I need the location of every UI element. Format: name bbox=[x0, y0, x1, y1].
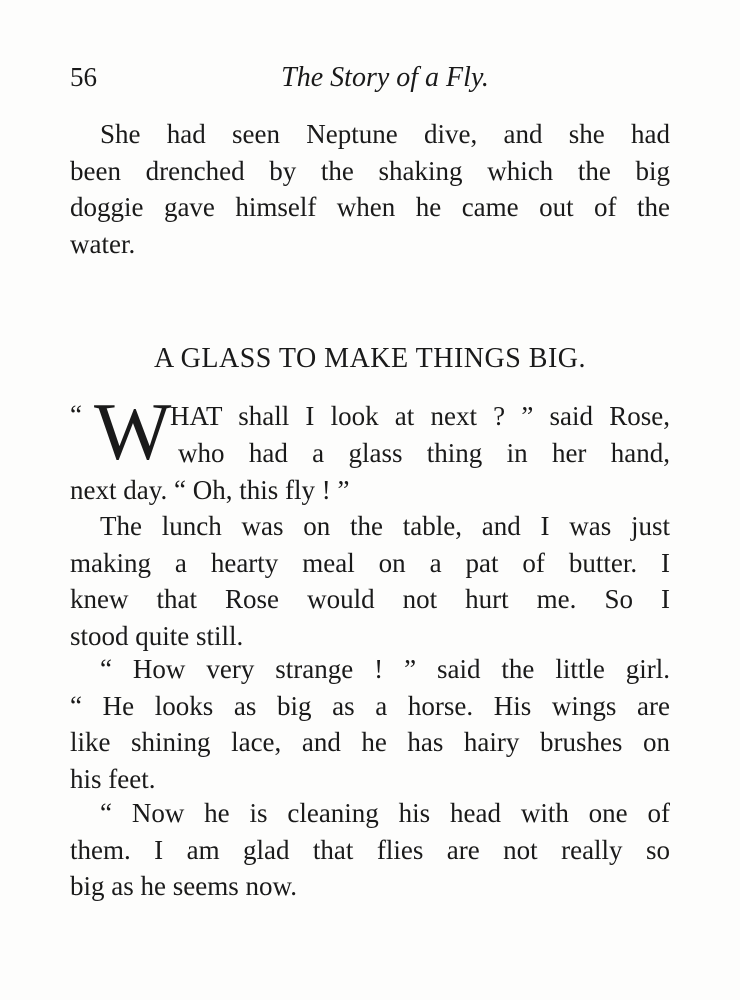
text-line: The lunch was on the table, and I was just bbox=[100, 511, 670, 541]
text-line: She had seen Neptune dive, and she had bbox=[100, 119, 670, 149]
page-header bbox=[70, 62, 670, 102]
section-title: A GLASS TO MAKE THINGS BIG. bbox=[154, 343, 586, 374]
text-line: big as he seems now. bbox=[70, 871, 297, 901]
text-line: “ How very strange ! ” said the little girl. bbox=[100, 654, 670, 684]
text-line: HAT shall I look at next ? ” said Rose, bbox=[170, 401, 670, 431]
text-line: knew that Rose would not hurt me. So I bbox=[70, 584, 670, 614]
paragraph bbox=[70, 116, 670, 262]
text-line: his feet. bbox=[70, 763, 156, 794]
text-line: “ He looks as big as a horse. His wings are bbox=[70, 690, 670, 721]
drop-cap: W bbox=[94, 386, 172, 477]
running-title: The Story of a Fly. bbox=[281, 62, 489, 93]
text-line: next day. “ Oh, this fly ! ” bbox=[70, 475, 350, 505]
text-line: making a hearty meal on a pat of butter. I bbox=[70, 547, 670, 578]
open-quote: “ bbox=[70, 400, 82, 430]
page-number: 56 bbox=[70, 62, 97, 92]
text-line: doggie gave himself when he came out of the bbox=[70, 192, 670, 222]
text-line: like shining lace, and he has hairy brushes on bbox=[70, 727, 670, 757]
paragraph bbox=[70, 508, 670, 654]
text-line: who had a glass thing in her hand, bbox=[178, 438, 670, 468]
paragraph bbox=[70, 795, 670, 905]
text-line: them. I am glad that flies are not really so bbox=[70, 834, 670, 865]
text-line: been drenched by the shaking which the big bbox=[70, 155, 670, 186]
paragraph bbox=[70, 651, 670, 797]
paragraph-with-drop-cap bbox=[70, 386, 670, 508]
text-line: stood quite still. bbox=[70, 620, 244, 651]
text-line: “ Now he is cleaning his head with one of bbox=[100, 798, 670, 828]
text-line: water. bbox=[70, 228, 136, 259]
